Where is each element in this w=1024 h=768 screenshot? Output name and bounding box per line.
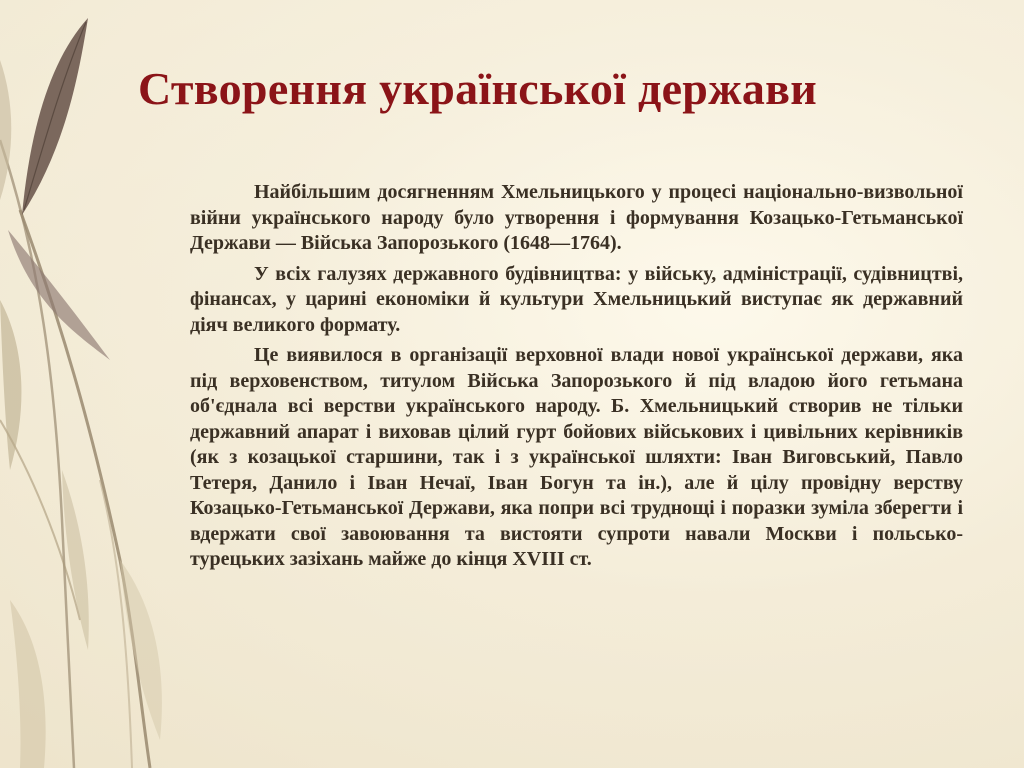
dried-leaves-icon — [0, 0, 200, 768]
paragraph-3: Це виявилося в організації верховної влади нової української держави, яка під верховенством, титулом Війська Запорозького й під владою його гетьмана об'єднала всі верстви українського народу. Б. Хмельницький створив не тільки державний апарат і виховав цілий гурт бойових військових і цивільних керівників (як з козацької старшини, так і з української шляхти: Іван Виговський, Павло Тетеря, Данило і Іван Нечаї, Іван Богун та ін.), але й цілу провідну верству Козацько-Гетьманської Держави, яка попри всі труднощі і поразки зуміла зберегти і вдержати свої завоювання та вистояти супроти навали Москви і польсько-турецьких зазіхань майже до кінця XVIII ст. — [190, 344, 963, 570]
slide-title: Створення української держави — [138, 63, 818, 114]
paragraph-1: Найбільшим досягненням Хмельницького у процесі національно-визвольної війни українського народу було утворення і формування Козацько-Гетьманської Держави — Війська Запорозького (1648—1764). — [190, 181, 963, 254]
slide-body — [190, 180, 963, 578]
paragraph-2: У всіх галузях державного будівництва: у війську, адміністрації, судівництві, фінансах, у царині економіки й культури Хмельницький виступає як державний діяч великого формату. — [190, 262, 963, 336]
